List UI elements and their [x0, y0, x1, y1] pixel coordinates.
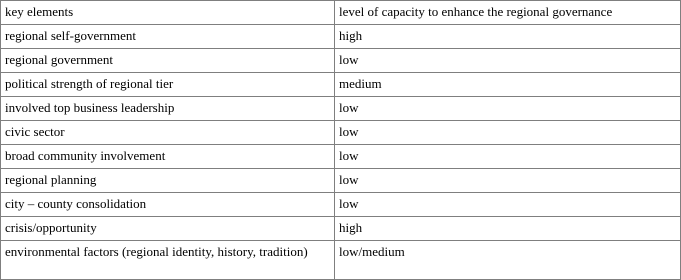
table-row: [1, 217, 681, 241]
table-row: [1, 145, 681, 169]
table-row: [1, 49, 681, 73]
capacity-level-cell: low: [335, 97, 681, 121]
table-row: [1, 97, 681, 121]
table-row: [1, 25, 681, 49]
key-element-cell: broad community involvement: [1, 145, 335, 169]
table-row: [1, 169, 681, 193]
capacity-level-cell: high: [335, 217, 681, 241]
capacity-level-cell: medium: [335, 73, 681, 97]
key-element-cell: crisis/opportunity: [1, 217, 335, 241]
key-element-cell: regional self-government: [1, 25, 335, 49]
key-element-cell: environmental factors (regional identity, history, tradition): [1, 241, 335, 280]
capacity-level-cell: low/medium: [335, 241, 681, 280]
key-element-cell: political strength of regional tier: [1, 73, 335, 97]
capacity-level-cell: low: [335, 121, 681, 145]
key-element-cell: regional government: [1, 49, 335, 73]
table-row: [1, 193, 681, 217]
header-capacity-level: level of capacity to enhance the regional governance: [335, 1, 681, 25]
table-row: [1, 73, 681, 97]
key-element-cell: involved top business leadership: [1, 97, 335, 121]
capacity-level-cell: low: [335, 145, 681, 169]
table-row: [1, 241, 681, 280]
key-element-cell: regional planning: [1, 169, 335, 193]
table-header-row: [1, 1, 681, 25]
table-row: [1, 121, 681, 145]
key-element-cell: civic sector: [1, 121, 335, 145]
key-element-cell: city – county consolidation: [1, 193, 335, 217]
capacity-level-cell: low: [335, 169, 681, 193]
capacity-level-cell: high: [335, 25, 681, 49]
capacity-level-cell: low: [335, 49, 681, 73]
capacity-level-cell: low: [335, 193, 681, 217]
header-key-elements: key elements: [1, 1, 335, 25]
